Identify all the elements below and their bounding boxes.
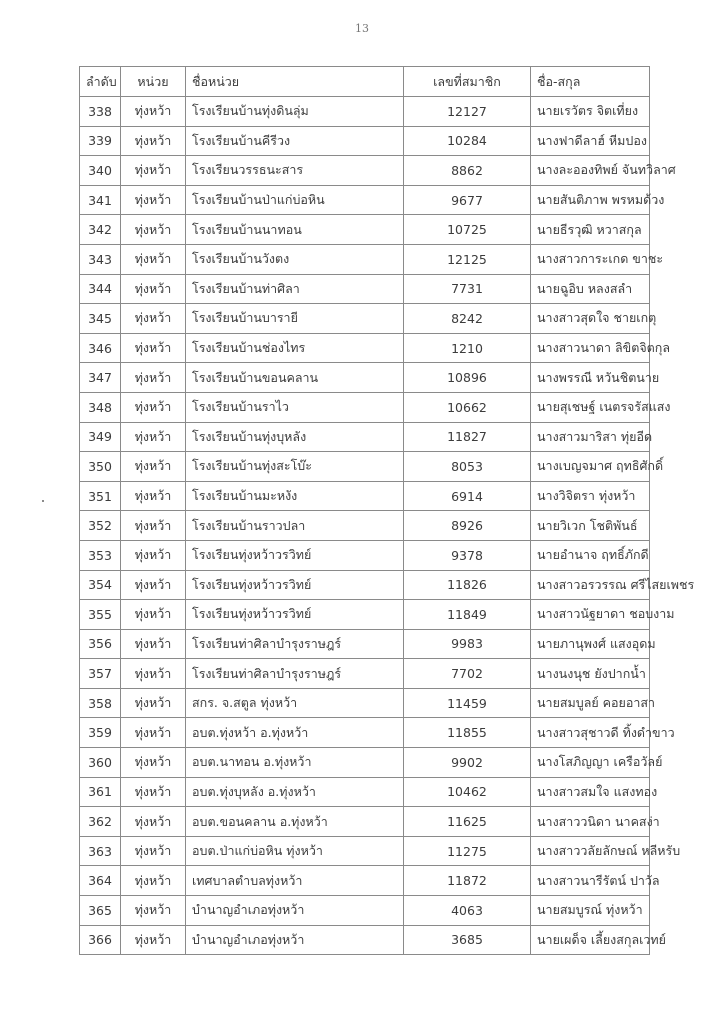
row-unit-name: โรงเรียนท่าศิลาบำรุงราษฎร์ [186,629,404,659]
row-full-name: นางสาวนารีรัตน์ ปาวัล [531,866,650,896]
table-row [80,274,650,304]
row-unit-name: โรงเรียนบ้านทุ่งดินลุ่ม [186,97,404,127]
header-order: ลำดับ [80,67,121,97]
row-order: 347 [80,363,121,393]
row-unit-name: อบต.ขอนคลาน อ.ทุ่งหว้า [186,807,404,837]
row-member-number: 8053 [404,452,531,482]
table-row [80,452,650,482]
row-unit-name: โรงเรียนบ้านวังตง [186,244,404,274]
row-unit: ทุ่งหว้า [121,422,186,452]
row-full-name: นางสาวสุดใจ ชายเกตุ [531,304,650,334]
row-unit-name: โรงเรียนบ้านป่าแก่บ่อหิน [186,185,404,215]
table-row [80,718,650,748]
row-member-number: 10896 [404,363,531,393]
row-unit-name: โรงเรียนบ้านช่องไทร [186,333,404,363]
row-unit-name: โรงเรียนทุ่งหว้าวรวิทย์ [186,540,404,570]
row-order: 338 [80,97,121,127]
row-member-number: 8926 [404,511,531,541]
row-unit-name: อบต.นาทอน อ.ทุ่งหว้า [186,748,404,778]
row-unit-name: โรงเรียนบ้านท่าศิลา [186,274,404,304]
row-order: 365 [80,896,121,926]
row-order: 356 [80,629,121,659]
table-row [80,807,650,837]
row-order: 357 [80,659,121,689]
table-row [80,304,650,334]
row-order: 366 [80,925,121,955]
table-row [80,896,650,926]
row-unit: ทุ่งหว้า [121,304,186,334]
row-unit: ทุ่งหว้า [121,452,186,482]
row-unit-name: สกร. จ.สตูล ทุ่งหว้า [186,688,404,718]
row-order: 354 [80,570,121,600]
row-full-name: นางสาวสุชาวดี ทิ้งดำขาว [531,718,650,748]
table-row [80,600,650,630]
row-unit: ทุ่งหว้า [121,540,186,570]
row-member-number: 9378 [404,540,531,570]
row-full-name: นางสาวสมใจ แสงทอง [531,777,650,807]
row-order: 352 [80,511,121,541]
table-row [80,866,650,896]
row-full-name: นางสาวมาริสา ทุ่ยอีด [531,422,650,452]
row-order: 351 [80,481,121,511]
row-unit-name: โรงเรียนบ้านราวปลา [186,511,404,541]
row-unit: ทุ่งหว้า [121,363,186,393]
row-order: 348 [80,392,121,422]
row-order: 344 [80,274,121,304]
row-unit: ทุ่งหว้า [121,866,186,896]
row-unit-name: โรงเรียนบ้านทุ่งบุหลัง [186,422,404,452]
row-member-number: 6914 [404,481,531,511]
row-full-name: นายอำนาจ ฤทธิ์ภักดี [531,540,650,570]
row-order: 346 [80,333,121,363]
row-member-number: 7731 [404,274,531,304]
row-unit-name: บำนาญอำเภอทุ่งหว้า [186,925,404,955]
row-order: 360 [80,748,121,778]
row-unit-name: โรงเรียนบ้านมะหงัง [186,481,404,511]
table-row [80,777,650,807]
row-member-number: 11625 [404,807,531,837]
table-row [80,511,650,541]
page-number: 13 [355,22,369,35]
row-unit-name: โรงเรียนทุ่งหว้าวรวิทย์ [186,570,404,600]
table-row [80,481,650,511]
row-full-name: นางละอองทิพย์ จันทวิลาศ [531,156,650,186]
row-member-number: 11855 [404,718,531,748]
row-order: 349 [80,422,121,452]
row-full-name: นายเผด็จ เลี้ยงสกุลเวทย์ [531,925,650,955]
table-row [80,333,650,363]
row-unit: ทุ่งหว้า [121,392,186,422]
row-order: 362 [80,807,121,837]
row-full-name: นายสมบูลย์ คอยอาสา [531,688,650,718]
row-unit-name: โรงเรียนบ้านคีรีวง [186,126,404,156]
row-order: 342 [80,215,121,245]
row-unit-name: บำนาญอำเภอทุ่งหว้า [186,896,404,926]
row-order: 355 [80,600,121,630]
row-unit-name: โรงเรียนบ้านราไว [186,392,404,422]
row-full-name: นางสาวอรวรรณ ศรีไสยเพชร [531,570,650,600]
row-full-name: นายภานุพงศ์ แสงอุดม [531,629,650,659]
row-member-number: 10662 [404,392,531,422]
row-member-number: 11872 [404,866,531,896]
table-row [80,215,650,245]
row-unit: ทุ่งหว้า [121,836,186,866]
row-unit-name: โรงเรียนท่าศิลาบำรุงราษฎร์ [186,659,404,689]
row-full-name: นางนงนุช ยังปากน้ำ [531,659,650,689]
row-unit: ทุ่งหว้า [121,688,186,718]
row-order: 364 [80,866,121,896]
row-order: 350 [80,452,121,482]
row-unit: ทุ่งหว้า [121,925,186,955]
row-order: 339 [80,126,121,156]
table-row [80,659,650,689]
table-row [80,363,650,393]
table-row [80,97,650,127]
row-full-name: นายสันติภาพ พรหมด้วง [531,185,650,215]
row-member-number: 11275 [404,836,531,866]
row-full-name: นางสาววนิดา นาคสง่า [531,807,650,837]
row-full-name: นางสาววลัยลักษณ์ หลีหรับ [531,836,650,866]
row-unit: ทุ่งหว้า [121,718,186,748]
row-member-number: 11849 [404,600,531,630]
table-row [80,925,650,955]
row-member-number: 10725 [404,215,531,245]
row-unit: ทุ่งหว้า [121,185,186,215]
row-unit-name: อบต.ป่าแก่บ่อหิน ทุ่งหว้า [186,836,404,866]
row-full-name: นายสุเชษฐ์ เนตรจรัสแสง [531,392,650,422]
row-unit: ทุ่งหว้า [121,244,186,274]
row-unit: ทุ่งหว้า [121,126,186,156]
row-member-number: 3685 [404,925,531,955]
table-row [80,629,650,659]
row-full-name: นางวิจิตรา ทุ่งหว้า [531,481,650,511]
row-unit-name: โรงเรียนวรรธนะสาร [186,156,404,186]
row-member-number: 10284 [404,126,531,156]
header-member-number: เลขที่สมาชิก [404,67,531,97]
table-row [80,156,650,186]
row-full-name: นางโสภิญญา เครือวัลย์ [531,748,650,778]
table-row [80,422,650,452]
scan-speck [42,500,44,502]
row-order: 359 [80,718,121,748]
row-unit: ทุ่งหว้า [121,807,186,837]
row-member-number: 9983 [404,629,531,659]
row-order: 363 [80,836,121,866]
row-member-number: 4063 [404,896,531,926]
row-unit: ทุ่งหว้า [121,629,186,659]
row-order: 353 [80,540,121,570]
row-order: 343 [80,244,121,274]
row-full-name: นางสาวนัฐยาดา ชอบงาม [531,600,650,630]
row-unit: ทุ่งหว้า [121,274,186,304]
row-member-number: 9902 [404,748,531,778]
table-body [80,97,695,955]
row-full-name: นางพรรณี หวันชิตนาย [531,363,650,393]
row-full-name: นายเรวัตร จิตเที่ยง [531,97,650,127]
row-full-name: นายวิเวก โชติพันธ์ [531,511,650,541]
row-member-number: 10462 [404,777,531,807]
row-unit-name: อบต.ทุ่งหว้า อ.ทุ่งหว้า [186,718,404,748]
row-unit: ทุ่งหว้า [121,570,186,600]
row-unit-name: โรงเรียนทุ่งหว้าวรวิทย์ [186,600,404,630]
row-unit-name: โรงเรียนบ้านบารายี [186,304,404,334]
table-row [80,392,650,422]
table-row [80,540,650,570]
row-unit: ทุ่งหว้า [121,481,186,511]
row-unit: ทุ่งหว้า [121,896,186,926]
header-full-name: ชื่อ-สกุล [531,67,650,97]
row-unit: ทุ่งหว้า [121,156,186,186]
row-full-name: นายธีรวุฒิ หวาสกุล [531,215,650,245]
row-unit-name: โรงเรียนบ้านทุ่งสะโบ๊ะ [186,452,404,482]
row-member-number: 11827 [404,422,531,452]
row-order: 361 [80,777,121,807]
row-member-number: 12127 [404,97,531,127]
row-unit-name: โรงเรียนบ้านขอนคลาน [186,363,404,393]
row-unit: ทุ่งหว้า [121,777,186,807]
table-row [80,748,650,778]
table-row [80,244,650,274]
row-unit-name: เทศบาลตำบลทุ่งหว้า [186,866,404,896]
row-full-name: นางสาวการะเกด ขาชะ [531,244,650,274]
row-full-name: นางเบญจมาศ ฤทธิศักดิ์ [531,452,650,482]
row-full-name: นายฉูอิบ หลงสลำ [531,274,650,304]
member-table [79,66,695,955]
row-order: 358 [80,688,121,718]
row-member-number: 11826 [404,570,531,600]
table-row [80,570,650,600]
row-unit: ทุ่งหว้า [121,511,186,541]
row-member-number: 8862 [404,156,531,186]
row-order: 345 [80,304,121,334]
row-member-number: 11459 [404,688,531,718]
table-row [80,836,650,866]
header-unit-name: ชื่อหน่วย [186,67,404,97]
table-row [80,185,650,215]
row-unit: ทุ่งหว้า [121,600,186,630]
row-member-number: 7702 [404,659,531,689]
row-unit: ทุ่งหว้า [121,748,186,778]
header-unit: หน่วย [121,67,186,97]
row-full-name: นางสาวนาดา ลิขิตจิตกุล [531,333,650,363]
row-member-number: 8242 [404,304,531,334]
row-unit-name: อบต.ทุ่งบุหลัง อ.ทุ่งหว้า [186,777,404,807]
row-order: 341 [80,185,121,215]
row-unit: ทุ่งหว้า [121,333,186,363]
row-unit: ทุ่งหว้า [121,659,186,689]
row-full-name: นายสมบูรณ์ ทุ่งหว้า [531,896,650,926]
row-member-number: 9677 [404,185,531,215]
row-full-name: นางฟาดีลาฮ์ หีมปอง [531,126,650,156]
row-order: 340 [80,156,121,186]
table-header-row [80,67,650,97]
table-row [80,126,650,156]
row-unit-name: โรงเรียนบ้านนาทอน [186,215,404,245]
row-member-number: 1210 [404,333,531,363]
row-member-number: 12125 [404,244,531,274]
row-unit: ทุ่งหว้า [121,215,186,245]
row-unit: ทุ่งหว้า [121,97,186,127]
table-row [80,688,650,718]
